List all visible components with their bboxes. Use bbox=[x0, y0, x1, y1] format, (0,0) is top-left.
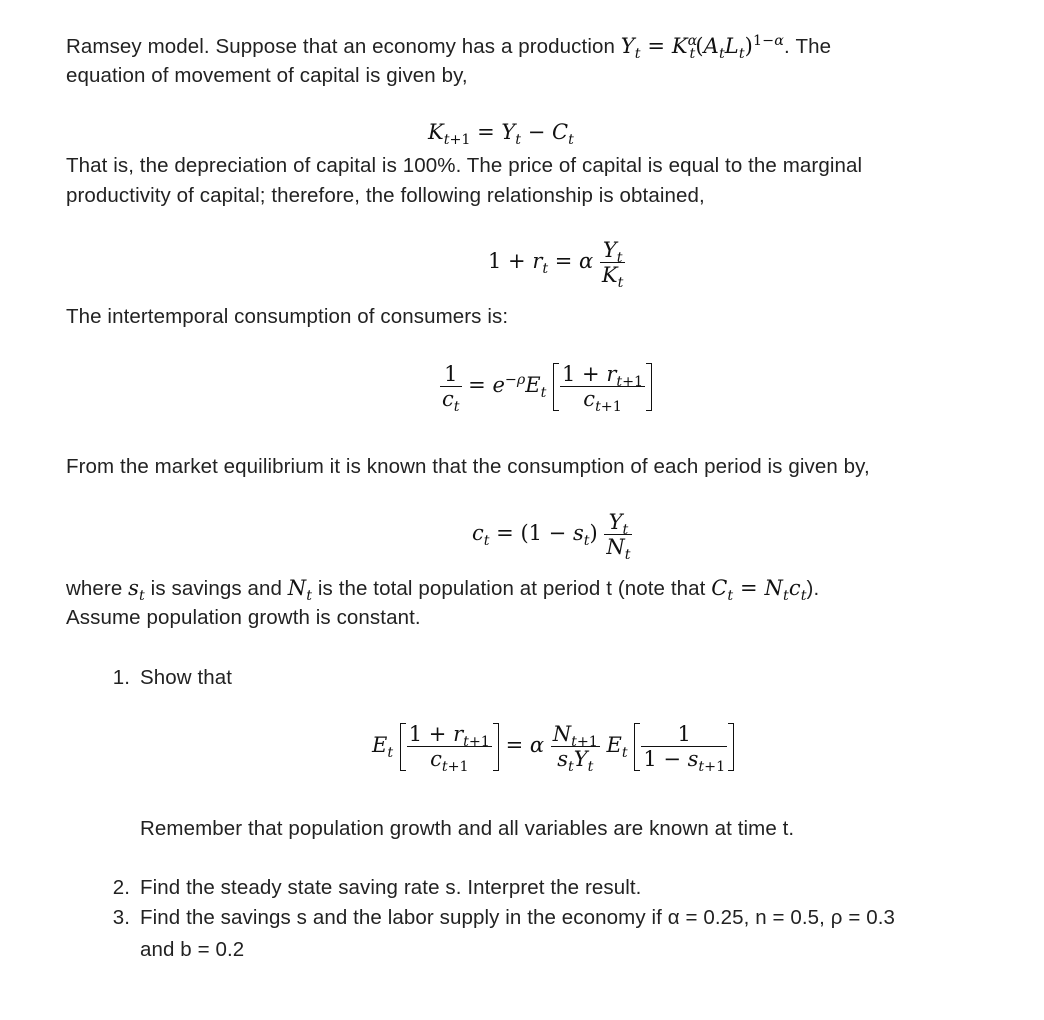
euler-equation: $\frac{1}{c_t}$ = $e^{-\rho}E_t$ $\frac{1 + r_{t+1}}{c_{t+1}}$ bbox=[440, 362, 652, 411]
where-text-c: is the total population at period t (note that bbox=[317, 577, 706, 600]
question-3-number: 3. bbox=[112, 906, 130, 929]
question-1-text: Show that bbox=[140, 666, 233, 689]
savings-symbol: $s_t$ bbox=[128, 576, 145, 604]
consumption-equation: $c_t = (1 - s_t)$ $\frac{Y_t}{N_t}$ bbox=[472, 510, 631, 563]
show-that-equation: $E_t$ $\frac{1 + r_{t+1}}{c_{t+1}}$ = α $\frac{N_{t+1}}{s_tY_t}$ $E_t$ $\frac{1}{1 - s_{t+1}}$ bbox=[372, 722, 734, 771]
where-text-a: where bbox=[66, 577, 123, 600]
intertemporal-text: The intertemporal consumption of consumers is: bbox=[66, 305, 509, 328]
question-2 bbox=[112, 873, 642, 903]
intro-paragraph-line-1 bbox=[66, 31, 831, 62]
production-function-inline: $Y_t = K^\alpha_t(A_tL_t)^{1-\alpha}$ bbox=[620, 33, 784, 62]
intro-text-end: . The bbox=[783, 35, 832, 58]
depreciation-paragraph-line-1: That is, the depreciation of capital is 100%. The price of capital is equal to the marginal bbox=[66, 154, 863, 177]
question-3-continued: and b = 0.2 bbox=[140, 938, 245, 961]
question-2-number: 2. bbox=[112, 876, 130, 899]
intro-paragraph-line-2: equation of movement of capital is given by, bbox=[66, 64, 468, 87]
aggregate-consumption-inline: $C_t = N_tc_t$ bbox=[711, 576, 807, 604]
question-2-text: Find the steady state saving rate s. Interpret the result. bbox=[140, 876, 642, 899]
remember-text: Remember that population growth and all variables are known at time t. bbox=[140, 817, 795, 840]
question-1-number: 1. bbox=[112, 666, 130, 689]
where-text-b: is savings and bbox=[150, 577, 282, 600]
population-symbol: $N_t$ bbox=[287, 576, 313, 604]
interest-rate-equation: $1 + r_t = \alpha$ $\frac{Y_t}{K_t}$ bbox=[488, 238, 624, 291]
question-3-text: Find the savings s and the labor supply in the economy if α = 0.25, n = 0.5, ρ = 0.3 bbox=[140, 906, 895, 929]
where-text-d: ). bbox=[806, 577, 820, 600]
depreciation-paragraph-line-2: productivity of capital; therefore, the following relationship is obtained, bbox=[66, 184, 705, 207]
market-equilibrium-text: From the market equilibrium it is known that the consumption of each period is given by, bbox=[66, 455, 870, 478]
where-paragraph-line-1 bbox=[66, 573, 819, 604]
capital-motion-equation: $K_{t+1} = Y_t - C_t$ bbox=[428, 120, 574, 148]
intro-text: Ramsey model. Suppose that an economy has a production bbox=[66, 35, 615, 58]
question-1 bbox=[112, 663, 233, 693]
assume-text: Assume population growth is constant. bbox=[66, 606, 421, 629]
question-3 bbox=[112, 903, 895, 933]
